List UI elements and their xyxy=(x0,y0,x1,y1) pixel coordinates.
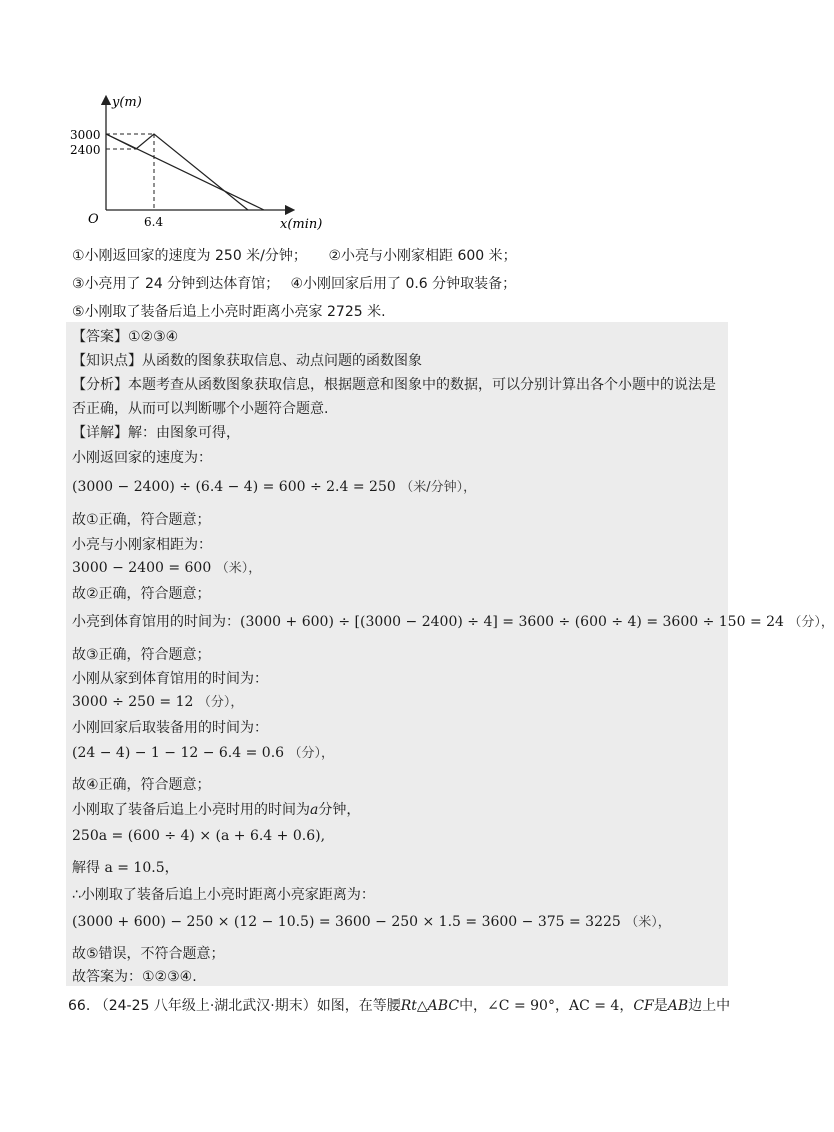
option-3: ③小亮用了 24 分钟到达体育馆； xyxy=(72,276,280,292)
step5-equation-2-line xyxy=(72,912,671,933)
step5-equation-2: (3000 + 600) − 250 × (12 − 10.5) = 3600 − 250 × 1.5 = 3600 − 375 = 3225 xyxy=(72,914,621,930)
question-ab: AB xyxy=(667,998,689,1014)
question-text-d: 边上中 xyxy=(688,998,731,1014)
step5-solve-post: ， xyxy=(164,860,179,876)
step5-solve-line xyxy=(72,858,179,878)
option-4: ④小刚回家后用了 0.6 分钟取装备； xyxy=(290,276,517,292)
step2-equation-line xyxy=(72,558,261,579)
question-text-a: 如图，在等腰 xyxy=(316,998,401,1014)
step2-unit: （米）， xyxy=(215,561,262,576)
step4-equation-a-line xyxy=(72,692,243,713)
step5-solve-eq: a = 10.5 xyxy=(104,860,165,876)
xiaogang-line xyxy=(106,134,248,210)
x-axis-label: x(min) xyxy=(280,217,323,232)
next-question-line xyxy=(68,996,730,1016)
distance-time-graph xyxy=(68,90,338,240)
step5-title-line xyxy=(72,800,360,820)
option-5: ⑤小刚取了装备后追上小亮时距离小亮家 2725 米. xyxy=(72,304,386,320)
question-text-c: 是 xyxy=(653,998,668,1014)
analysis-line-2: 否正确，从而可以判断哪个小题符合题意. xyxy=(72,401,329,417)
question-cond-angle: ∠C = 90° xyxy=(487,998,555,1014)
step3-line xyxy=(72,612,834,633)
question-cf: CF xyxy=(633,998,654,1014)
step1-title: 小刚返回家的速度为： xyxy=(72,450,212,466)
step5-title-b: ∴小刚取了装备后追上小亮时距离小亮家距离为： xyxy=(72,887,375,903)
origin-label: O xyxy=(88,212,99,227)
question-triangle: Rt△ABC xyxy=(400,998,460,1014)
step5-equation-1: 250a = (600 ÷ 4) × (a + 6.4 + 0.6), xyxy=(72,828,326,844)
step3-conclusion: 故③正确，符合题意； xyxy=(72,647,211,663)
y-axis-label: y(m) xyxy=(112,95,142,110)
question-number: 66. xyxy=(68,998,91,1014)
graph-svg xyxy=(68,90,338,240)
step1-unit: （米/分钟）， xyxy=(400,480,477,495)
question-sep-2: ， xyxy=(619,998,634,1014)
option-2: ②小亮与小刚家相距 600 米； xyxy=(328,248,517,264)
step5-unit: （米）， xyxy=(625,915,671,930)
step5-variable: a xyxy=(310,802,319,818)
answer-line: 【答案】①②③④ xyxy=(72,329,179,345)
step5-solve-pre: 解得 xyxy=(72,860,100,876)
step3-unit: （分）， xyxy=(788,615,834,630)
step4-title-a: 小刚从家到体育馆用的时间为： xyxy=(72,671,268,687)
option-1: ①小刚返回家的速度为 250 米/分钟； xyxy=(72,248,307,264)
step2-conclusion: 故②正确，符合题意； xyxy=(72,586,211,602)
step4-title-b: 小刚回家后取装备用的时间为： xyxy=(72,720,268,736)
options-row-1 xyxy=(72,246,517,266)
step1-conclusion: 故①正确，符合题意； xyxy=(72,512,211,528)
detail-intro: 【详解】解：由图象可得， xyxy=(72,425,240,441)
final-answer: 故答案为：①②③④. xyxy=(72,969,197,985)
question-cond-side: AC = 4 xyxy=(568,998,620,1014)
knowledge-point: 【知识点】从函数的图象获取信息、动点问题的函数图象 xyxy=(72,353,422,369)
question-text-b: 中， xyxy=(459,998,488,1014)
step5-conclusion: 故⑤错误，不符合题意； xyxy=(72,946,225,962)
step4-unit-b: （分）， xyxy=(288,746,335,761)
step1-equation: (3000 − 2400) ÷ (6.4 − 4) = 600 ÷ 2.4 = 250 xyxy=(72,479,396,495)
step2-equation: 3000 − 2400 = 600 xyxy=(72,560,212,576)
y-tick-3000: 3000 xyxy=(70,128,101,142)
step1-equation-line xyxy=(72,477,476,498)
options-row-2 xyxy=(72,274,516,294)
step4-conclusion: 故④正确，符合题意； xyxy=(72,777,211,793)
x-tick-6-4: 6.4 xyxy=(144,215,164,229)
step5-title-pre: 小刚取了装备后追上小亮时用的时间为 xyxy=(72,802,310,818)
step3-equation: (3000 + 600) ÷ [(3000 − 2400) ÷ 4] = 3600 ÷ (600 ÷ 4) = 3600 ÷ 150 = 24 xyxy=(240,614,784,630)
y-tick-2400: 2400 xyxy=(70,143,101,157)
question-source: （24-25 八年级上·湖北武汉·期末） xyxy=(94,998,317,1014)
question-sep-1: ， xyxy=(554,998,569,1014)
step4-unit-a: （分）， xyxy=(197,695,244,710)
step4-equation-b: (24 − 4) − 1 − 12 − 6.4 = 0.6 xyxy=(72,745,285,761)
step4-equation-a: 3000 ÷ 250 = 12 xyxy=(72,694,194,710)
step4-equation-b-line xyxy=(72,743,334,764)
step3-title: 小亮到体育馆用的时间为： xyxy=(72,614,240,630)
step5-title-post: 分钟， xyxy=(318,802,361,818)
step2-title: 小亮与小刚家相距为： xyxy=(72,537,212,553)
analysis-line-1: 【分析】本题考查从函数图象获取信息，根据题意和图象中的数据，可以分别计算出各个小题中的说法是 xyxy=(72,377,716,393)
